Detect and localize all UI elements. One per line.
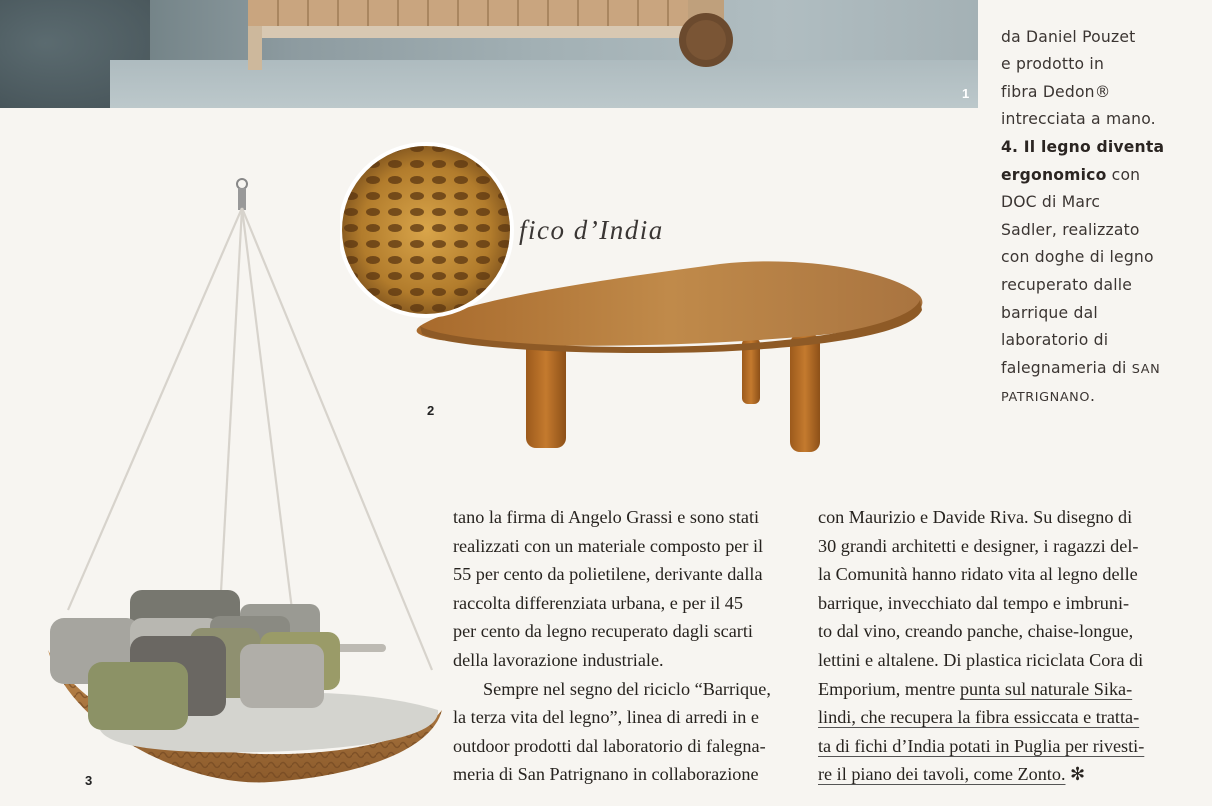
caption-line: barrique dal xyxy=(1001,303,1098,322)
caption-line: intrecciata a mano. xyxy=(1001,110,1156,129)
swing-bed-illustration xyxy=(40,170,450,800)
text-line: tano la firma di Angelo Grassi e sono stati xyxy=(453,507,760,527)
text-line: realizzati con un materiale composto per il xyxy=(453,535,764,556)
text-line: per cento da legno recuperato dagli scarti xyxy=(453,621,753,642)
caption-text: con xyxy=(1106,165,1141,184)
text-line xyxy=(818,760,1168,790)
caption-line: e prodotto in xyxy=(1001,55,1105,74)
caption-line: recuperato dalle xyxy=(1001,275,1133,294)
caption-line: DOC di Marc xyxy=(1001,193,1101,212)
caption-line xyxy=(1001,383,1206,412)
text-line: Sempre nel segno del riciclo “Barrique, xyxy=(483,678,771,699)
caption-line: laboratorio di xyxy=(1001,331,1109,350)
caption-smallcaps: PATRIGNANO xyxy=(1001,390,1091,406)
caption-line: Sadler, realizzato xyxy=(1001,220,1140,239)
article-column-left xyxy=(453,503,803,789)
caption-heading: ergonomico xyxy=(1001,165,1107,184)
caption-line xyxy=(1001,134,1206,162)
text-line: 55 per cento da polietilene, derivante dalla xyxy=(453,564,763,585)
text-line: della lavorazione industriale. xyxy=(453,649,664,670)
article-column-right xyxy=(818,503,1168,790)
underlined-text: lindi, che recupera la fibra essiccata e tratta- xyxy=(818,707,1140,728)
caption-column xyxy=(1001,0,1206,412)
caption-heading: 4. Il legno diventa xyxy=(1001,137,1165,156)
caption-smallcaps: SAN xyxy=(1131,361,1161,377)
end-asterisk: ✻ xyxy=(1070,764,1086,786)
caption-text: . xyxy=(1090,387,1096,406)
figure-number: 3 xyxy=(85,773,93,788)
underlined-text: punta sul naturale Sika- xyxy=(959,678,1133,699)
caption-line: fibra Dedon® xyxy=(1001,82,1111,101)
text-line: lettini e altalene. Di plastica riciclata Cora di xyxy=(818,649,1144,670)
caption-line: con doghe di legno xyxy=(1001,248,1154,267)
underlined-text: ta di fichi d’India potati in Puglia per rivesti- xyxy=(818,735,1145,756)
text-line: barrique, invecchiato dal tempo e imbruni- xyxy=(818,592,1130,613)
lounger-photo xyxy=(0,0,978,108)
text-segment: Emporium, mentre xyxy=(818,678,960,699)
text-line: meria di San Patrignano in collaborazione xyxy=(453,764,759,785)
text-line: to dal vino, creando panche, chaise-longue, xyxy=(818,621,1134,642)
text-line: 30 grandi architetti e designer, i ragazzi del- xyxy=(818,535,1139,556)
figure-number: 1 xyxy=(962,86,970,101)
underlined-text: re il piano dei tavoli, come Zonto. xyxy=(818,764,1066,785)
text-line: raccolta differenziata urbana, e per il 45 xyxy=(453,592,743,613)
text-line: con Maurizio e Davide Riva. Su disegno di xyxy=(818,507,1133,527)
text-line: la terza vita del legno”, linea di arredi in e xyxy=(453,707,760,728)
caption-line xyxy=(1001,162,1206,190)
figure-number: 2 xyxy=(427,403,435,418)
text-line xyxy=(818,675,1168,704)
chaise-longue-illustration xyxy=(248,0,748,72)
text-line: la Comunità hanno ridato vita al legno delle xyxy=(818,564,1138,585)
caption-line: da Daniel Pouzet xyxy=(1001,27,1136,46)
text-line: outdoor prodotti dal laboratorio di falegna- xyxy=(453,735,766,756)
material-label: fico d’India xyxy=(519,215,664,245)
caption-line xyxy=(1001,355,1206,384)
caption-text: falegnameria di xyxy=(1001,358,1132,377)
